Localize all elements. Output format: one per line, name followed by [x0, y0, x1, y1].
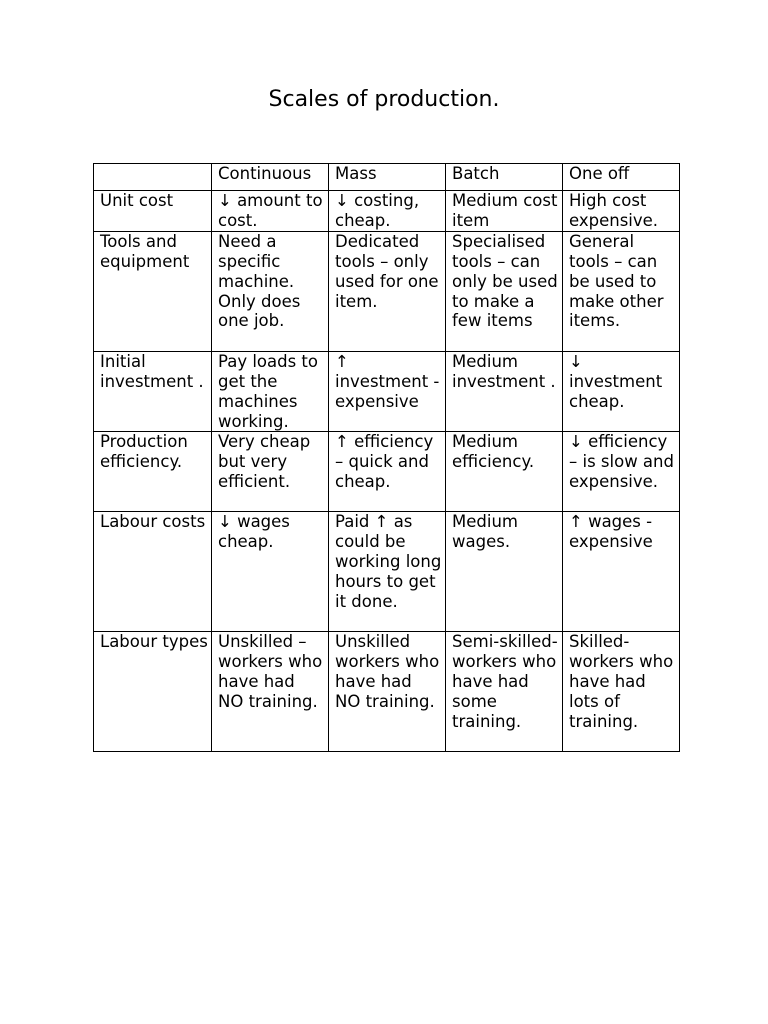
table-row: [94, 512, 680, 632]
table-cell: Very cheap but very efficient.: [212, 432, 329, 512]
table-cell: Paid ↑ as could be working long hours to get it done.: [329, 512, 446, 632]
table-row: [94, 351, 680, 432]
row-label-cell: Labour costs: [94, 512, 212, 632]
table-cell: ↓ investment cheap.: [563, 351, 680, 432]
table-cell: Unskilled workers who have had NO training.: [329, 632, 446, 752]
table-cell: ↑ wages - expensive: [563, 512, 680, 632]
scales-table: [93, 163, 680, 752]
table-cell: Medium wages.: [446, 512, 563, 632]
table-cell: ↓ wages cheap.: [212, 512, 329, 632]
page-title: Scales of production.: [268, 87, 500, 112]
header-cell-batch: Batch: [446, 164, 563, 191]
table-cell: Medium efficiency.: [446, 432, 563, 512]
table-cell: Medium investment .: [446, 351, 563, 432]
table-cell: General tools – can be used to make other items.: [563, 231, 680, 351]
table-row: [94, 231, 680, 351]
table-cell: High cost expensive.: [563, 191, 680, 232]
row-label-cell: Production efficiency.: [94, 432, 212, 512]
table-cell: Medium cost item: [446, 191, 563, 232]
table-cell: ↓ costing, cheap.: [329, 191, 446, 232]
table-cell: ↓ efficiency – is slow and expensive.: [563, 432, 680, 512]
row-label-cell: Labour types: [94, 632, 212, 752]
table-cell: Specialised tools – can only be used to make a few items: [446, 231, 563, 351]
header-cell-continuous: Continuous: [212, 164, 329, 191]
table-cell: ↓ amount to cost.: [212, 191, 329, 232]
table-cell: Unskilled – workers who have had NO training.: [212, 632, 329, 752]
table-cell: ↑ investment -expensive: [329, 351, 446, 432]
table-cell: Pay loads to get the machines working.: [212, 351, 329, 432]
row-label-cell: Unit cost: [94, 191, 212, 232]
table-row: [94, 191, 680, 232]
table-cell: ↑ efficiency – quick and cheap.: [329, 432, 446, 512]
row-label-cell: Initial investment .: [94, 351, 212, 432]
table-cell: Need a specific machine. Only does one job.: [212, 231, 329, 351]
header-cell-mass: Mass: [329, 164, 446, 191]
table-cell: Dedicated tools – only used for one item.: [329, 231, 446, 351]
table-row: [94, 432, 680, 512]
header-cell-empty: [94, 164, 212, 191]
table-header-row: [94, 164, 680, 191]
table-row: [94, 632, 680, 752]
row-label-cell: Tools and equipment: [94, 231, 212, 351]
table-cell: Skilled-workers who have had lots of training.: [563, 632, 680, 752]
header-cell-one-off: One off: [563, 164, 680, 191]
table-cell: Semi-skilled-workers who have had some training.: [446, 632, 563, 752]
